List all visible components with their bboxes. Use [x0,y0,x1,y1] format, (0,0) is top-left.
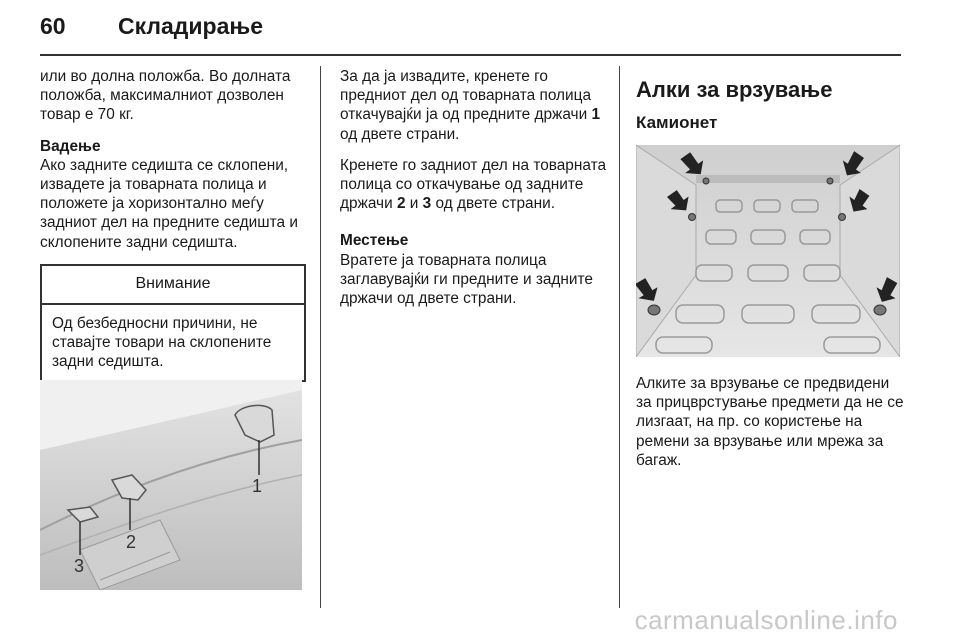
holder-ref-3: 3 [422,195,432,213]
page-title: Складирање [118,13,264,39]
watermark: carmanualsonline.info [634,605,898,635]
paragraph-remove-rear: Кренете го задниот дел на товарната полица со откачување од задните држачи 2 и 3 од двете страни. [340,156,607,213]
removal-heading: Вадење [40,137,101,155]
warning-title: Внимание [42,266,304,305]
column-divider [619,66,620,608]
install-heading: Местење [340,232,409,250]
column-divider [320,66,321,608]
paragraph-install [340,231,608,308]
lashing-eyes-figure [636,145,900,357]
page-number: 60 [40,13,66,39]
lashing-eyes-caption: Алките за врзување се предвидени за прицврстување предмети да не се лизгаат, на пр. со користење на ремени за врзување или мрежа за багаж. [636,375,904,469]
paragraph-remove-front: За да ја извадите, кренете го предниот дел од товарната полица откачувајќи ја од предните држачи 1 од двете страни. [340,68,601,143]
paragraph-removal [40,137,306,252]
paragraph-intro: или во долна положба. Во долната положба, максималниот дозволен товар е 70 кг. [40,68,291,124]
column-3 [636,70,902,132]
cargo-shelf-holders-figure [40,380,302,590]
figure-label-3: 3 [74,556,85,576]
subsection-title: Камионет [636,113,718,133]
holder-ref-1: 1 [591,106,601,124]
column-1 [40,67,306,382]
figure-label-2: 2 [126,532,137,552]
install-text: Вратете ја товарната полица заглавувајќи ги предните и задните држачи од двете страни. [340,251,593,308]
header-rule [40,54,901,56]
warning-box [40,264,306,382]
section-title: Алки за врзување [636,77,833,102]
column-2 [340,67,608,320]
figure-label-1: 1 [252,476,263,496]
warning-text: Од безбедносни причини, не ставајте товари на склопените задни седишта. [52,315,272,371]
removal-text: Ако задните седишта се склопени, извадете ја товарната полица и положете ја хоризонтално меѓу задниот дел на предните седишта и склопените задни седишта. [40,156,298,251]
holder-ref-2: 2 [396,195,406,213]
